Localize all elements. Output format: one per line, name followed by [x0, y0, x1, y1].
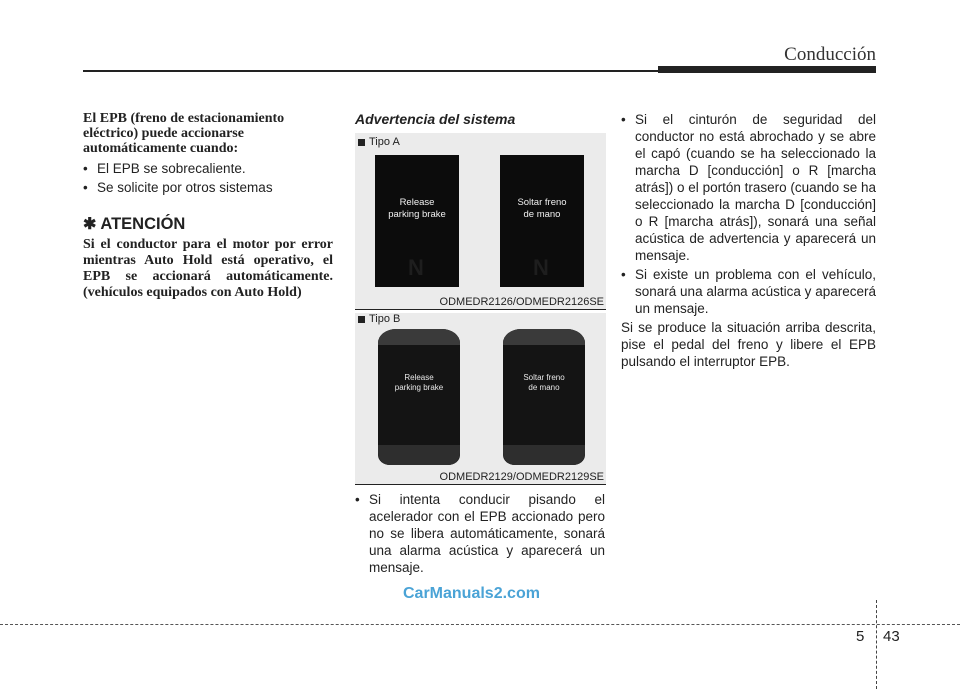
screen-bezel [503, 445, 585, 465]
middle-column [355, 111, 605, 127]
middle-column-text [355, 491, 605, 576]
page-number: 43 [883, 628, 900, 645]
screen-message: Release parking brake [394, 373, 444, 392]
paragraph: Si se produce la situación arriba descrita, pise el pedal del freno y libere el EPB pulsando el interruptor EPB. [621, 320, 876, 369]
list-item: • El EPB se sobrecaliente. [83, 160, 333, 177]
screen-bezel [378, 445, 460, 465]
caution-heading [83, 214, 333, 234]
figure-label [358, 136, 400, 148]
figure-type-b [355, 313, 606, 485]
caution-title: ATENCIÓN [100, 214, 186, 233]
list-item: • Si el cinturón de seguridad del conductor no está abrochado y se abre el capó (cuando se ha seleccionado la marcha D [conducción] o R [marcha atrás]) o el portón trasero (cuando se ha seleccionado la marcha D [conducción] o R [marcha atrás]), sonará una señal acústica de advertencia y aparecerá un mensaje. [621, 111, 876, 264]
watermark-link[interactable]: CarManuals2.com [403, 585, 540, 602]
cluster-screen-spanish [500, 155, 584, 287]
asterisk-star-icon: ✱ [83, 216, 97, 233]
footer-dashed-rule [0, 624, 960, 625]
screen-bezel [503, 329, 585, 345]
figure-label [358, 313, 400, 325]
chapter-number: 5 [856, 628, 865, 645]
list-item: • Si intenta conducir pisando el acelerador con el EPB accionado pero no se libera automáticamente, sonará una alarma acústica y aparecerá un mensaje. [355, 491, 605, 576]
figure-label-text: Tipo A [369, 136, 400, 148]
figure-code: ODMEDR2129/ODMEDR2129SE [439, 471, 604, 483]
figure-type-a [355, 133, 606, 310]
footer-divider [876, 600, 877, 689]
figure-rule [355, 484, 606, 485]
system-warning-heading: Advertencia del sistema [355, 111, 516, 127]
cluster-screen-spanish [503, 329, 585, 465]
screen-message: Soltar freno de mano [517, 197, 567, 220]
figure-code: ODMEDR2126/ODMEDR2126SE [439, 296, 604, 308]
screen-shadow: N [533, 255, 551, 280]
cluster-screen-english [378, 329, 460, 465]
screen-shadow: N [408, 255, 426, 280]
screen-message: Release parking brake [388, 197, 446, 220]
right-column [621, 111, 876, 370]
figure-rule [355, 309, 606, 310]
caution-text: Si el conductor para el motor por error mientras Auto Hold está operativo, el EPB se accionará automáticamente. (vehículos equipados con Auto Hold) [83, 237, 333, 300]
list-item: • Se solicite por otros sistemas [83, 179, 333, 196]
screen-message: Soltar freno de mano [523, 373, 565, 392]
header-rule-thick [658, 66, 876, 73]
screen-bezel [378, 329, 460, 345]
section-title: Conducción [784, 44, 876, 65]
epb-intro: El EPB (freno de estacionamiento eléctrico) puede accionarse automáticamente cuando: [83, 111, 285, 156]
list-item: • Si existe un problema con el vehículo, sonará una alarma acústica y aparecerá un mensaje. [621, 266, 876, 317]
square-bullet-icon [358, 139, 365, 146]
cluster-screen-english [375, 155, 459, 287]
header-rule [83, 70, 658, 72]
square-bullet-icon [358, 316, 365, 323]
figure-label-text: Tipo B [369, 313, 401, 325]
left-column [83, 111, 333, 301]
